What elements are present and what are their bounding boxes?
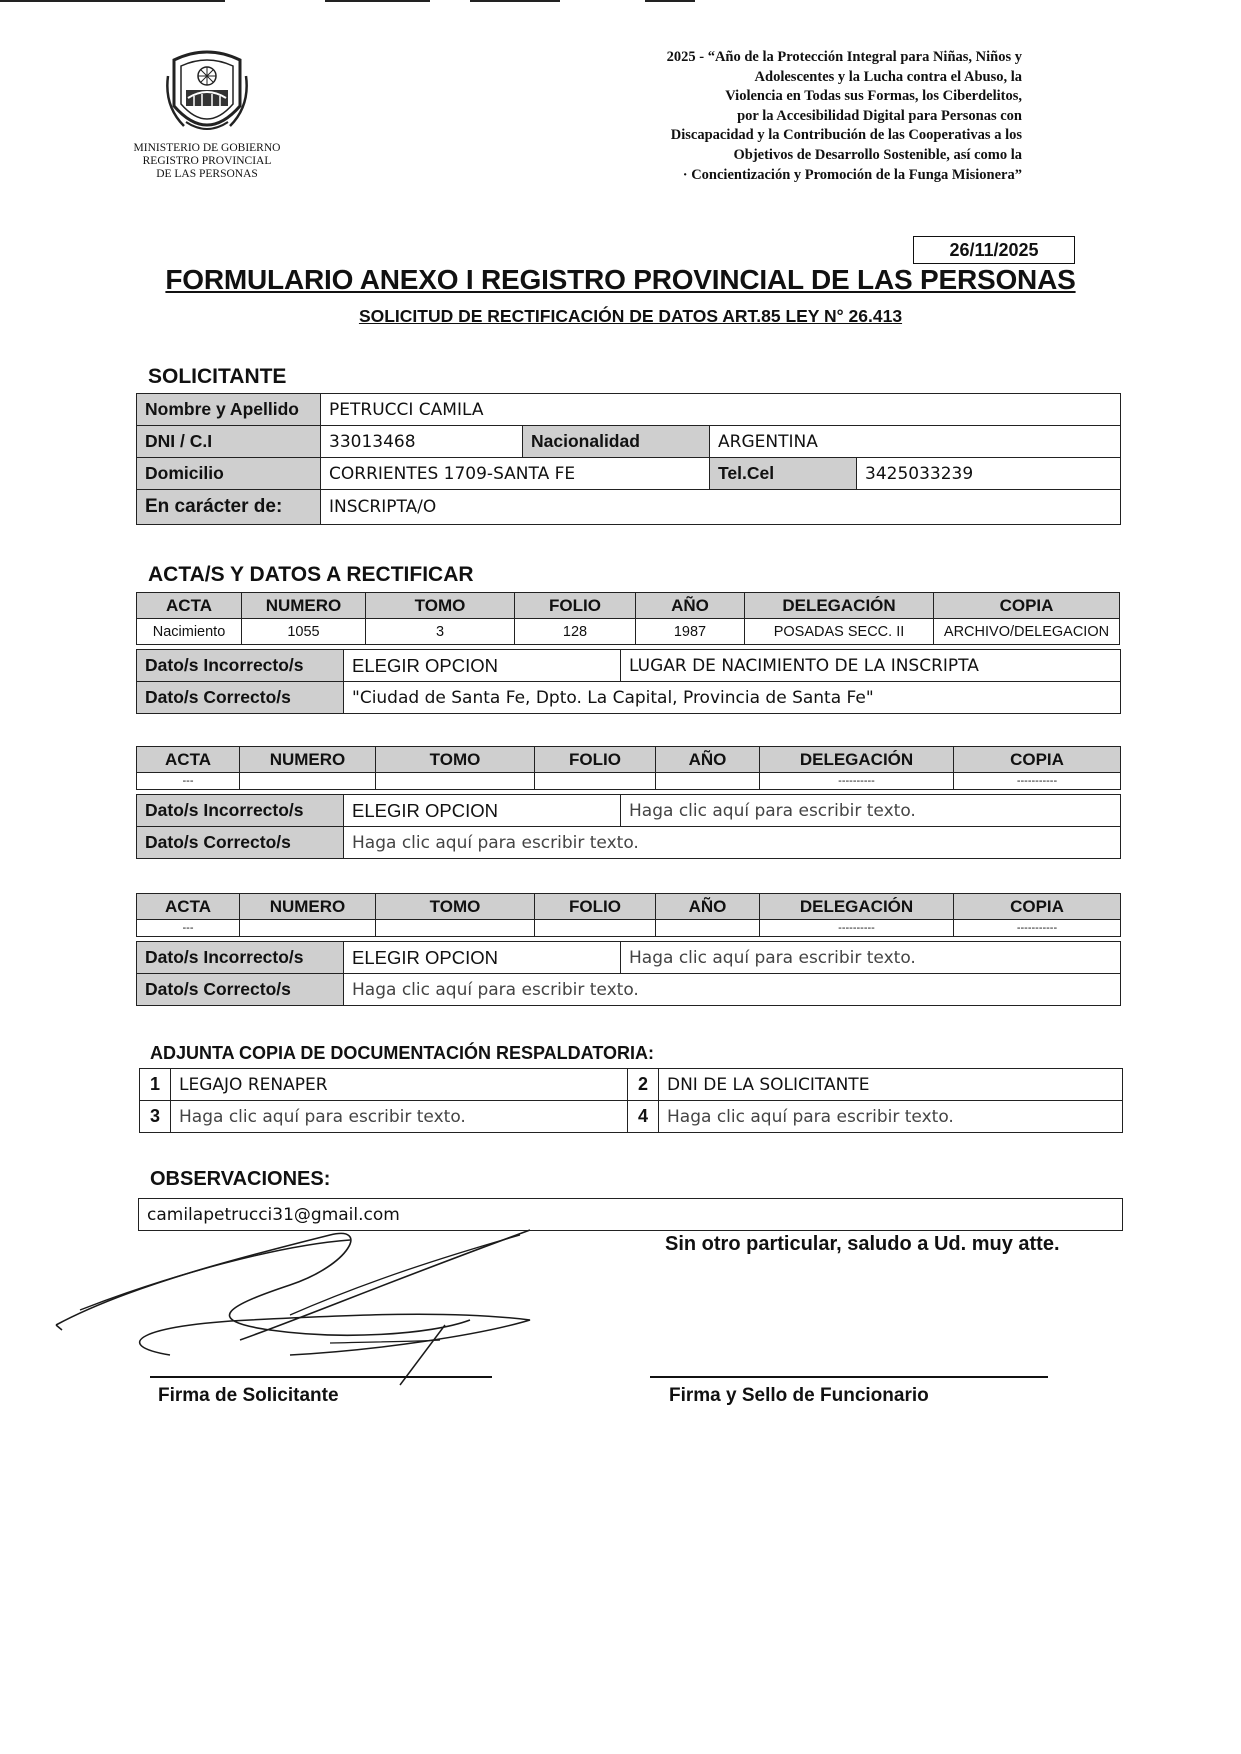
delegacion-cell[interactable]: POSADAS SECC. II (745, 619, 934, 645)
anio-cell[interactable]: 1987 (636, 619, 745, 645)
doc-number: 4 (628, 1101, 659, 1133)
signature-line-solicitante (150, 1376, 492, 1378)
nacionalidad-label: Nacionalidad (523, 426, 710, 458)
nombre-field[interactable]: PETRUCCI CAMILA (321, 394, 1121, 426)
section-heading-actas: ACTA/S Y DATOS A RECTIFICAR (148, 563, 474, 586)
scan-edge-mark (645, 0, 695, 2)
rectify-table-1 (136, 649, 1121, 714)
col-anio: AÑO (656, 894, 760, 920)
dni-field[interactable]: 33013468 (321, 426, 523, 458)
incorrect-label: Dato/s Incorrecto/s (137, 650, 344, 682)
correct-label: Dato/s Correcto/s (137, 827, 344, 859)
col-delegacion: DELEGACIÓN (760, 747, 954, 773)
acta-table-2 (136, 746, 1121, 790)
doc-field[interactable]: Haga clic aquí para escribir texto. (659, 1101, 1123, 1133)
col-tomo: TOMO (366, 593, 515, 619)
doc-number: 2 (628, 1069, 659, 1101)
nacionalidad-field[interactable]: ARGENTINA (710, 426, 1121, 458)
doc-field[interactable]: Haga clic aquí para escribir texto. (171, 1101, 628, 1133)
copia-cell[interactable]: ARCHIVO/DELEGACION (934, 619, 1120, 645)
col-anio: AÑO (636, 593, 745, 619)
motto-line: por la Accesibilidad Digital para Personas con (737, 107, 1022, 124)
correct-text-field[interactable]: "Ciudad de Santa Fe, Dpto. La Capital, Provincia de Santa Fe" (344, 682, 1121, 714)
folio-cell[interactable] (535, 920, 656, 937)
correct-text-field[interactable]: Haga clic aquí para escribir texto. (344, 974, 1121, 1006)
scan-edge-mark (470, 0, 560, 2)
acta-table-3 (136, 893, 1121, 937)
rectify-table-3 (136, 941, 1121, 1006)
signature-drawing (50, 1225, 550, 1390)
dni-label: DNI / C.I (137, 426, 321, 458)
tel-label: Tel.Cel (710, 458, 857, 490)
adjunta-table (139, 1068, 1123, 1133)
observaciones-field[interactable]: camilapetrucci31@gmail.com (139, 1199, 1123, 1231)
motto-line: Objetivos de Desarrollo Sostenible, así como la (733, 146, 1022, 163)
tomo-cell[interactable] (376, 773, 535, 790)
motto-line: Violencia en Todas sus Formas, los Ciberdelitos, (725, 88, 1022, 105)
col-numero: NUMERO (240, 894, 376, 920)
scan-edge-mark (325, 0, 430, 2)
anio-cell[interactable] (656, 920, 760, 937)
motto-line: · Concientización y Promoción de la Funga Misionera” (682, 166, 1022, 183)
acta-type-cell[interactable]: --- (137, 773, 240, 790)
col-acta: ACTA (137, 747, 240, 773)
rectify-table-2 (136, 794, 1121, 859)
delegacion-cell[interactable]: ---------- (760, 920, 954, 937)
incorrect-text-field[interactable]: Haga clic aquí para escribir texto. (621, 795, 1121, 827)
col-folio: FOLIO (515, 593, 636, 619)
correct-text-field[interactable]: Haga clic aquí para escribir texto. (344, 827, 1121, 859)
date-field[interactable]: 26/11/2025 (913, 236, 1075, 264)
doc-field[interactable]: DNI DE LA SOLICITANTE (659, 1069, 1123, 1101)
copia-cell[interactable]: ----------- (954, 773, 1121, 790)
acta-type-cell[interactable]: Nacimiento (137, 619, 242, 645)
incorrect-label: Dato/s Incorrecto/s (137, 795, 344, 827)
col-delegacion: DELEGACIÓN (760, 894, 954, 920)
ministry-logo-block (112, 46, 302, 181)
correct-label: Dato/s Correcto/s (137, 974, 344, 1006)
province-seal-icon (164, 46, 250, 142)
incorrect-option-select[interactable]: ELEGIR OPCION (344, 795, 621, 827)
acta-table-1 (136, 592, 1120, 645)
col-tomo: TOMO (376, 894, 535, 920)
form-title: FORMULARIO ANEXO I REGISTRO PROVINCIAL DE LAS PERSONAS (165, 264, 1076, 295)
doc-number: 3 (140, 1101, 171, 1133)
incorrect-text-field[interactable]: LUGAR DE NACIMIENTO DE LA INSCRIPTA (621, 650, 1121, 682)
numero-cell[interactable] (240, 773, 376, 790)
incorrect-option-select[interactable]: ELEGIR OPCION (344, 650, 621, 682)
motto-line: 2025 - “Año de la Protección Integral para Niñas, Niños y (666, 49, 1022, 65)
caracter-label: En carácter de: (137, 490, 321, 525)
section-heading-adjunta: ADJUNTA COPIA DE DOCUMENTACIÓN RESPALDATORIA: (150, 1043, 654, 1063)
motto-line: Adolescentes y la Lucha contra el Abuso, la (754, 68, 1022, 85)
copia-cell[interactable]: ----------- (954, 920, 1121, 937)
caracter-field[interactable]: INSCRIPTA/O (321, 490, 1121, 525)
tomo-cell[interactable]: 3 (366, 619, 515, 645)
domicilio-field[interactable]: CORRIENTES 1709-SANTA FE (321, 458, 710, 490)
col-numero: NUMERO (240, 747, 376, 773)
doc-number: 1 (140, 1069, 171, 1101)
firma-funcionario-label: Firma y Sello de Funcionario (669, 1385, 929, 1406)
col-tomo: TOMO (376, 747, 535, 773)
tel-field[interactable]: 3425033239 (857, 458, 1121, 490)
form-subtitle: SOLICITUD DE RECTIFICACIÓN DE DATOS ART.85 LEY N° 26.413 (358, 306, 903, 326)
col-copia: COPIA (954, 894, 1121, 920)
folio-cell[interactable] (535, 773, 656, 790)
nombre-label: Nombre y Apellido (137, 394, 321, 426)
ministry-line: REGISTRO PROVINCIAL (142, 155, 272, 167)
ministry-line: DE LAS PERSONAS (156, 168, 258, 180)
tomo-cell[interactable] (376, 920, 535, 937)
incorrect-text-field[interactable]: Haga clic aquí para escribir texto. (621, 942, 1121, 974)
motto-line: Discapacidad y la Contribución de las Cooperativas a los (670, 127, 1022, 144)
section-heading-observaciones: OBSERVACIONES: (150, 1168, 331, 1190)
col-delegacion: DELEGACIÓN (745, 593, 934, 619)
col-acta: ACTA (137, 894, 240, 920)
col-folio: FOLIO (535, 747, 656, 773)
scan-edge-mark (0, 0, 225, 2)
domicilio-label: Domicilio (137, 458, 321, 490)
firma-solicitante-label: Firma de Solicitante (158, 1385, 339, 1406)
col-copia: COPIA (934, 593, 1120, 619)
numero-cell[interactable] (240, 920, 376, 937)
solicitante-table (136, 393, 1121, 525)
col-anio: AÑO (656, 747, 760, 773)
incorrect-label: Dato/s Incorrecto/s (137, 942, 344, 974)
ministry-line: MINISTERIO DE GOBIERNO (133, 142, 281, 154)
correct-label: Dato/s Correcto/s (137, 682, 344, 714)
col-numero: NUMERO (242, 593, 366, 619)
section-heading-solicitante: SOLICITANTE (148, 365, 287, 388)
doc-field[interactable]: LEGAJO RENAPER (171, 1069, 628, 1101)
acta-type-cell[interactable]: --- (137, 920, 240, 937)
folio-cell[interactable]: 128 (515, 619, 636, 645)
delegacion-cell[interactable]: ---------- (760, 773, 954, 790)
anio-cell[interactable] (656, 773, 760, 790)
signature-line-funcionario (650, 1376, 1048, 1378)
col-acta: ACTA (137, 593, 242, 619)
col-copia: COPIA (954, 747, 1121, 773)
col-folio: FOLIO (535, 894, 656, 920)
numero-cell[interactable]: 1055 (242, 619, 366, 645)
year-motto (520, 48, 1022, 185)
closing-text: Sin otro particular, saludo a Ud. muy atte. (665, 1233, 1060, 1255)
incorrect-option-select[interactable]: ELEGIR OPCION (344, 942, 621, 974)
